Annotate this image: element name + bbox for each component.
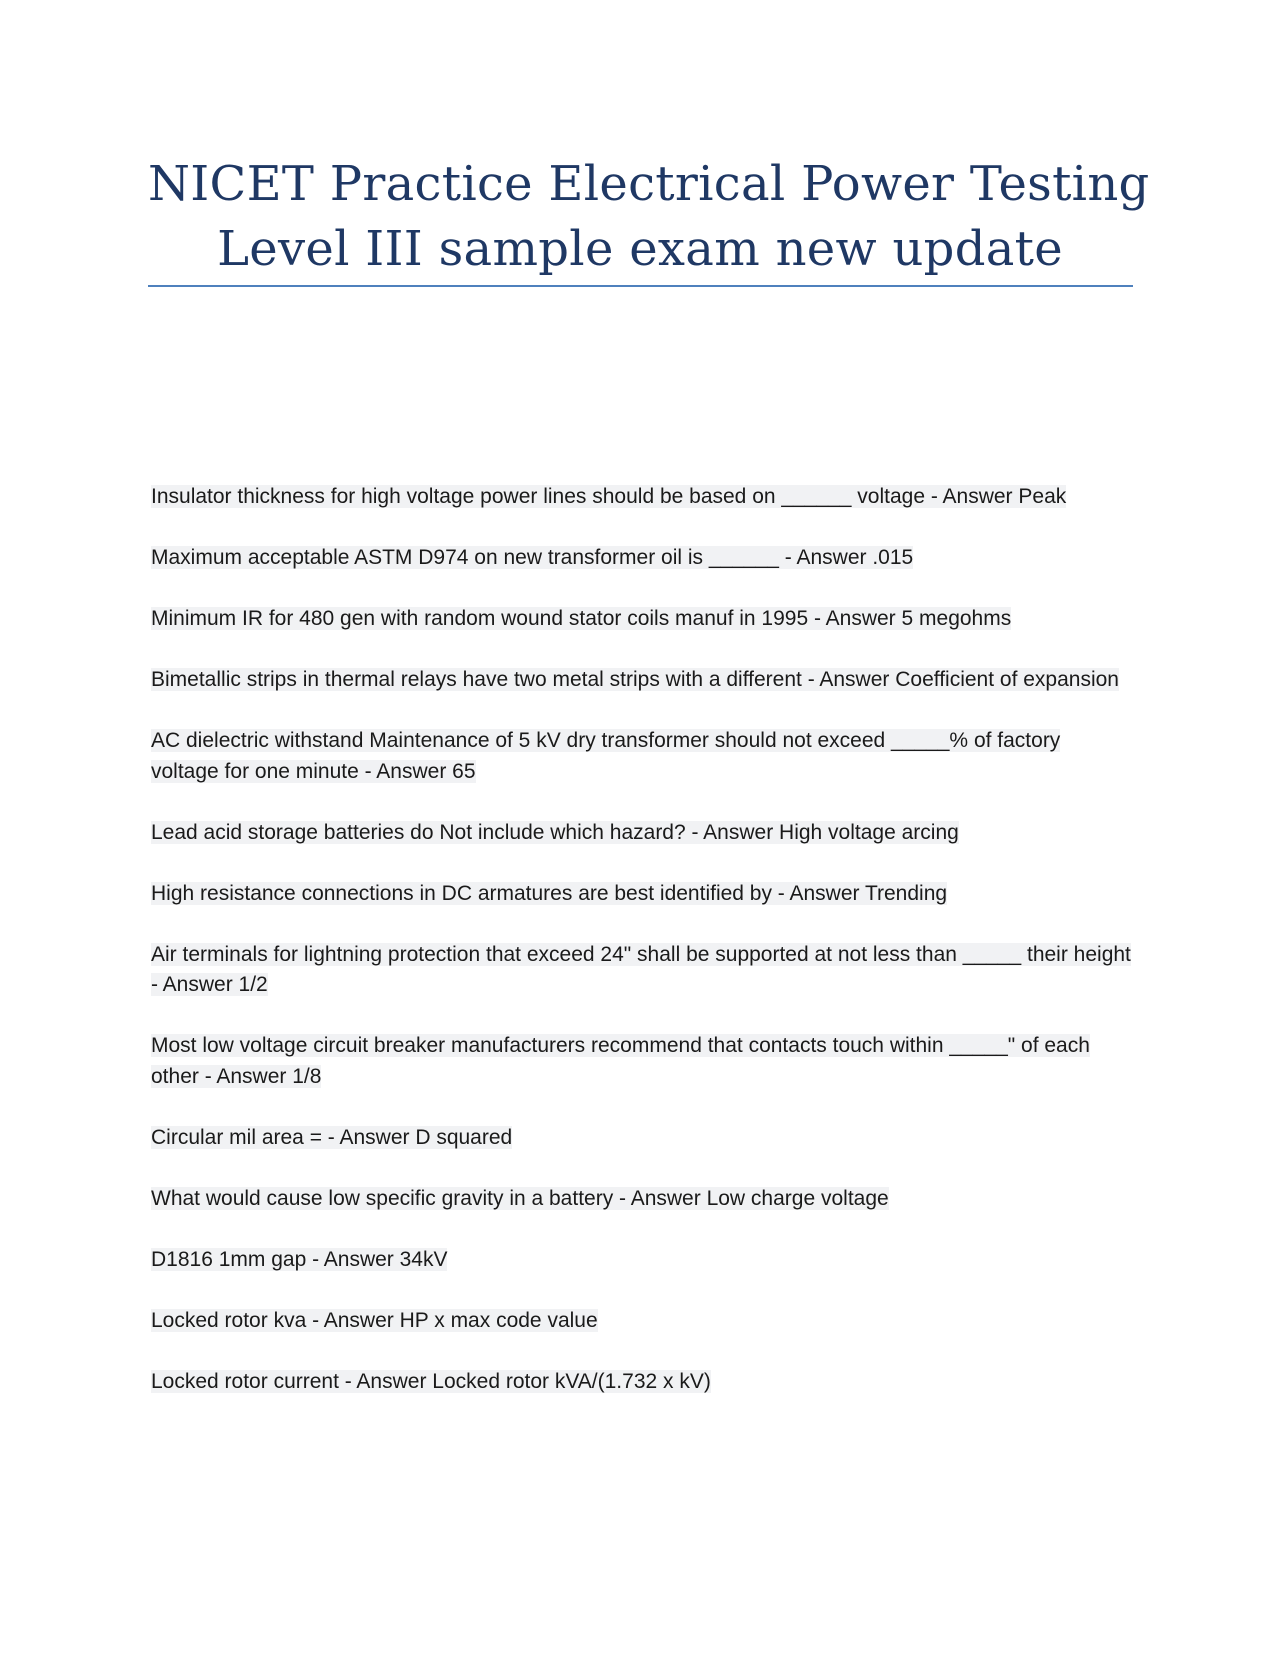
question-item	[151, 1031, 1131, 1092]
question-text: Lead acid storage batteries do Not include which hazard? - Answer High voltage arcing	[151, 820, 959, 844]
question-item	[151, 543, 1131, 574]
question-text: AC dielectric withstand Maintenance of 5 kV dry transformer should not exceed _____% of factory voltage for one minute - Answer 65	[151, 729, 1061, 783]
question-item	[151, 879, 1131, 910]
question-item	[151, 1245, 1131, 1276]
question-text: Insulator thickness for high voltage power lines should be based on ______ voltage - Answer Peak	[151, 485, 1067, 508]
document-title	[148, 152, 1150, 282]
question-item	[151, 1123, 1131, 1154]
question-item	[151, 482, 1131, 513]
question-text: Maximum acceptable ASTM D974 on new transformer oil is ______ - Answer .015	[151, 546, 914, 569]
question-text: What would cause low specific gravity in a battery - Answer Low charge voltage	[151, 1186, 889, 1210]
question-text: Locked rotor current - Answer Locked rotor kVA/(1.732 x kV)	[151, 1369, 711, 1393]
question-text: Circular mil area = - Answer D squared	[151, 1125, 513, 1149]
question-item	[151, 1367, 1131, 1398]
question-text: Locked rotor kva - Answer HP x max code value	[151, 1308, 598, 1332]
question-item	[151, 1306, 1131, 1337]
question-item	[151, 818, 1131, 849]
question-item	[151, 1184, 1131, 1215]
question-item	[151, 940, 1131, 1001]
question-item	[151, 726, 1131, 787]
question-item	[151, 665, 1131, 696]
question-text: D1816 1mm gap - Answer 34kV	[151, 1247, 448, 1271]
title-line-1: NICET Practice Electrical Power Testing	[148, 156, 1150, 212]
question-text: High resistance connections in DC armatures are best identified by - Answer Trending	[151, 881, 948, 905]
question-list	[151, 482, 1131, 1428]
title-line-2: Level III sample exam new update	[217, 221, 1063, 277]
title-divider	[148, 285, 1133, 287]
question-text: Most low voltage circuit breaker manufacturers recommend that contacts touch within _____" of each other - Answer 1/8	[151, 1034, 1090, 1088]
question-text: Minimum IR for 480 gen with random wound stator coils manuf in 1995 - Answer 5 megohms	[151, 607, 1012, 630]
question-item	[151, 604, 1131, 635]
question-text: Air terminals for lightning protection that exceed 24" shall be supported at not less than _____ their height - Answer 1/2	[151, 942, 1131, 996]
question-text: Bimetallic strips in thermal relays have two metal strips with a different - Answer Coefficient of expansion	[151, 668, 1119, 691]
